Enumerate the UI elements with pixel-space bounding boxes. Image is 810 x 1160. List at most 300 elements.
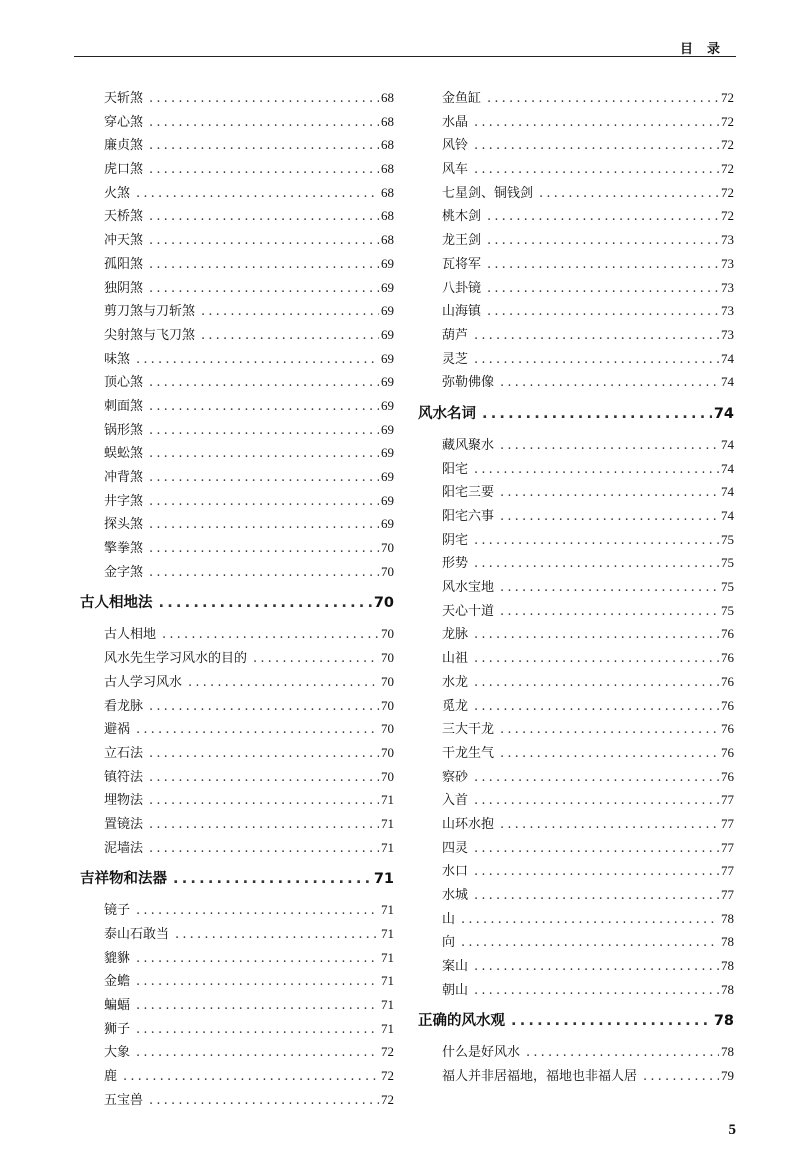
toc-entry-page: 76 xyxy=(721,768,734,784)
toc-entry-page: 72 xyxy=(721,113,734,129)
dot-leader xyxy=(474,979,719,1003)
toc-entry-label: 葫芦 xyxy=(442,327,469,343)
toc-entry-label: 水龙 xyxy=(442,674,469,690)
toc-entry-page: 70 xyxy=(381,697,394,713)
toc-entry-label: 灵芝 xyxy=(442,351,469,367)
toc-entry[interactable] xyxy=(418,347,734,371)
toc-entry-label: 干龙生气 xyxy=(442,745,495,761)
toc-entry-page: 78 xyxy=(721,958,734,974)
toc-entry-page: 68 xyxy=(381,161,394,177)
toc-entry[interactable] xyxy=(80,86,394,110)
dot-leader xyxy=(461,931,719,955)
toc-entry-page: 73 xyxy=(721,303,734,319)
dot-leader xyxy=(149,419,379,443)
toc-entry[interactable] xyxy=(80,670,394,694)
toc-right-column xyxy=(418,86,734,1088)
toc-entry-page: 69 xyxy=(381,350,394,366)
toc-entry-label: 阴宅 xyxy=(442,532,469,548)
dot-leader xyxy=(149,513,379,537)
toc-entry-page: 70 xyxy=(381,626,394,642)
toc-entry-page: 75 xyxy=(721,579,734,595)
toc-entry-page: 72 xyxy=(381,1068,394,1084)
dot-leader xyxy=(487,253,719,277)
toc-entry-label: 三大干龙 xyxy=(442,722,495,738)
toc-entry-label: 山环水抱 xyxy=(442,816,495,832)
toc-entry-label: 火煞 xyxy=(104,185,131,201)
toc-entry[interactable] xyxy=(418,252,734,276)
toc-entry-page: 74 xyxy=(721,460,734,476)
toc-entry[interactable] xyxy=(418,907,734,931)
toc-entry-label: 什么是好风水 xyxy=(442,1045,521,1061)
dot-leader xyxy=(149,371,379,395)
toc-section-heading[interactable] xyxy=(80,863,394,895)
toc-entry-label: 形势 xyxy=(442,556,469,572)
toc-entry[interactable] xyxy=(80,441,394,465)
dot-leader xyxy=(149,229,379,253)
toc-entry-page: 75 xyxy=(721,602,734,618)
toc-entry-page: 78 xyxy=(721,1044,734,1060)
dot-leader xyxy=(487,205,719,229)
toc-entry-label: 天桥煞 xyxy=(104,209,144,225)
toc-entry-label: 山 xyxy=(442,911,456,927)
dot-leader xyxy=(500,481,719,505)
toc-entry-label: 泥墙法 xyxy=(104,840,144,856)
toc-entry-label: 剪刀煞与刀斩煞 xyxy=(104,304,196,320)
dot-leader xyxy=(461,908,719,932)
toc-entry-label: 八卦镜 xyxy=(442,280,482,296)
toc-entry-label: 风车 xyxy=(442,162,469,178)
dot-leader xyxy=(149,134,379,158)
toc-entry-page: 74 xyxy=(713,405,734,422)
toc-entry-page: 76 xyxy=(721,744,734,760)
dot-leader xyxy=(474,458,719,482)
toc-entry-page: 76 xyxy=(721,697,734,713)
toc-entry-page: 69 xyxy=(381,421,394,437)
toc-entry-label: 水城 xyxy=(442,888,469,903)
toc-entry-page: 69 xyxy=(381,374,394,390)
dot-leader xyxy=(474,348,719,372)
dot-leader xyxy=(201,300,379,324)
toc-entry-page: 70 xyxy=(381,650,394,666)
toc-entry[interactable] xyxy=(418,480,734,504)
toc-entry-page: 78 xyxy=(713,1013,734,1030)
toc-entry-page: 79 xyxy=(721,1068,734,1084)
dot-leader xyxy=(526,1041,719,1065)
toc-entry[interactable] xyxy=(80,969,394,993)
toc-entry-page: 71 xyxy=(381,815,394,831)
running-header-title: 目录 xyxy=(679,42,734,57)
toc-entry-label: 风水先生学习风水的目的 xyxy=(104,651,248,667)
toc-entry-label: 古人相地 xyxy=(104,627,157,643)
dot-leader xyxy=(643,1065,719,1089)
toc-entry[interactable] xyxy=(418,1040,734,1064)
toc-entry-label: 立石法 xyxy=(104,745,144,761)
dot-leader xyxy=(539,182,719,206)
toc-entry-page: 68 xyxy=(381,90,394,105)
dot-leader xyxy=(149,766,379,790)
toc-entry-label: 四灵 xyxy=(442,840,469,856)
dot-leader xyxy=(474,111,719,135)
toc-entry[interactable] xyxy=(418,741,734,765)
dot-leader xyxy=(474,955,719,979)
toc-entry[interactable] xyxy=(80,110,394,134)
toc-entry[interactable] xyxy=(80,370,394,394)
toc-entry-page: 74 xyxy=(721,508,734,523)
toc-entry-label: 五宝兽 xyxy=(104,1092,144,1108)
toc-entry[interactable] xyxy=(418,954,734,978)
toc-entry-page: 77 xyxy=(721,792,734,808)
toc-entry-label: 山祖 xyxy=(442,651,469,667)
toc-entry-label: 瓦将军 xyxy=(442,256,482,272)
dot-leader xyxy=(175,923,379,947)
toc-entry[interactable] xyxy=(80,157,394,181)
toc-entry[interactable] xyxy=(80,993,394,1017)
toc-entry[interactable] xyxy=(80,922,394,946)
dot-leader xyxy=(149,466,379,490)
dot-leader xyxy=(149,442,379,466)
dot-leader xyxy=(188,671,379,695)
dot-leader xyxy=(136,970,379,994)
dot-leader xyxy=(500,434,719,458)
toc-entry-page: 78 xyxy=(721,934,734,950)
toc-entry-label: 入首 xyxy=(442,793,469,809)
toc-entry[interactable] xyxy=(80,1017,394,1041)
toc-entry[interactable] xyxy=(418,370,734,394)
toc-entry[interactable] xyxy=(80,560,394,584)
toc-entry[interactable] xyxy=(80,323,394,347)
toc-entry[interactable] xyxy=(80,252,394,276)
toc-entry-page: 74 xyxy=(721,374,734,390)
dot-leader xyxy=(149,1089,379,1113)
dot-leader xyxy=(500,371,719,395)
toc-entry-label: 锅形煞 xyxy=(104,422,144,438)
toc-entry-page: 70 xyxy=(381,540,394,556)
toc-entry-label: 古人学习风水 xyxy=(104,674,183,690)
toc-entry[interactable] xyxy=(80,181,394,205)
toc-entry-label: 桃木剑 xyxy=(442,209,482,225)
toc-entry-page: 71 xyxy=(381,839,394,855)
toc-entry-page: 69 xyxy=(381,516,394,532)
toc-entry-label: 貔貅 xyxy=(104,950,131,966)
toc-entry-page: 70 xyxy=(381,673,394,689)
toc-entry-label: 金鱼缸 xyxy=(442,91,482,106)
dot-leader xyxy=(500,813,719,837)
toc-entry-label: 镇符法 xyxy=(104,769,144,785)
toc-entry-label: 大象 xyxy=(104,1045,131,1061)
dot-leader xyxy=(159,587,372,619)
dot-leader xyxy=(482,398,712,430)
toc-entry[interactable] xyxy=(80,133,394,157)
toc-entry-label: 天心十道 xyxy=(442,603,495,619)
toc-entry-label: 鹿 xyxy=(104,1069,118,1085)
dot-leader xyxy=(149,277,379,301)
dot-leader xyxy=(474,695,719,719)
toc-entry[interactable] xyxy=(418,1064,734,1088)
toc-entry-page: 77 xyxy=(721,815,734,831)
toc-entry-page: 71 xyxy=(381,902,394,918)
toc-entry-label: 埋物法 xyxy=(104,793,144,809)
dot-leader xyxy=(149,111,379,135)
dot-leader xyxy=(474,884,719,908)
toc-section-heading[interactable] xyxy=(418,1005,734,1037)
toc-entry[interactable] xyxy=(80,1040,394,1064)
toc-entry-label: 风铃 xyxy=(442,138,469,154)
toc-entry-label: 狮子 xyxy=(104,1021,131,1037)
toc-entry[interactable] xyxy=(418,978,734,1002)
toc-entry-label: 镜子 xyxy=(104,903,131,919)
toc-entry-label: 擎拳煞 xyxy=(104,541,144,557)
toc-entry[interactable] xyxy=(418,859,734,883)
toc-entry-page: 69 xyxy=(381,469,394,484)
toc-entry-label: 藏风聚水 xyxy=(442,437,495,453)
toc-entry-page: 68 xyxy=(381,113,394,129)
toc-entry[interactable] xyxy=(418,133,734,157)
toc-entry[interactable] xyxy=(80,765,394,789)
toc-entry-label: 阳宅三要 xyxy=(442,485,495,501)
dot-leader xyxy=(149,742,379,766)
toc-entry-page: 75 xyxy=(721,555,734,571)
dot-leader xyxy=(474,766,719,790)
dot-leader xyxy=(500,576,719,600)
toc-entry[interactable] xyxy=(418,646,734,670)
toc-entry-page: 69 xyxy=(381,397,394,413)
dot-leader xyxy=(474,158,719,182)
toc-left-column xyxy=(80,86,394,1112)
dot-leader xyxy=(136,1018,379,1042)
toc-entry[interactable] xyxy=(418,788,734,812)
toc-entry-label: 案山 xyxy=(442,959,469,975)
dot-leader xyxy=(474,837,719,861)
toc-entry-page: 76 xyxy=(721,673,734,689)
dot-leader xyxy=(123,1065,379,1089)
toc-entry[interactable] xyxy=(80,347,394,371)
toc-section-heading[interactable] xyxy=(418,398,734,430)
dot-leader xyxy=(474,860,719,884)
toc-entry[interactable] xyxy=(418,551,734,575)
toc-entry-page: 69 xyxy=(381,279,394,295)
dot-leader xyxy=(474,789,719,813)
toc-entry-label: 顶心煞 xyxy=(104,375,144,391)
toc-entry-page: 76 xyxy=(721,721,734,737)
toc-entry-page: 73 xyxy=(721,232,734,248)
toc-entry-label: 风水宝地 xyxy=(442,580,495,596)
toc-entry[interactable] xyxy=(80,788,394,812)
toc-entry-label: 阳宅六事 xyxy=(442,509,495,524)
toc-entry-page: 75 xyxy=(721,531,734,547)
toc-entry-label: 七星剑、铜钱剑 xyxy=(442,185,534,201)
dot-leader xyxy=(162,623,379,647)
dot-leader xyxy=(253,647,379,671)
toc-entry[interactable] xyxy=(80,1088,394,1112)
toc-entry[interactable] xyxy=(418,86,734,110)
toc-entry[interactable] xyxy=(80,418,394,442)
toc-entry[interactable] xyxy=(418,181,734,205)
header-rule xyxy=(74,56,736,57)
dot-leader xyxy=(149,205,379,229)
toc-entry-label: 蜈蚣煞 xyxy=(104,446,144,462)
toc-entry-page: 68 xyxy=(381,137,394,153)
toc-entry-label: 味煞 xyxy=(104,351,131,367)
toc-entry-page: 69 xyxy=(381,303,394,319)
toc-entry[interactable] xyxy=(418,276,734,300)
toc-entry-page: 77 xyxy=(721,887,734,902)
toc-entry-label: 水晶 xyxy=(442,114,469,130)
dot-leader xyxy=(149,490,379,514)
toc-entry-page: 69 xyxy=(381,492,394,508)
toc-entry[interactable] xyxy=(418,765,734,789)
toc-entry-page: 76 xyxy=(721,650,734,666)
toc-entry[interactable] xyxy=(418,528,734,552)
toc-entry-page: 73 xyxy=(721,326,734,342)
toc-entry-page: 78 xyxy=(721,910,734,926)
toc-entry-label: 朝山 xyxy=(442,982,469,998)
dot-leader xyxy=(149,813,379,837)
toc-entry[interactable] xyxy=(418,836,734,860)
toc-entry-page: 70 xyxy=(381,768,394,784)
toc-entry-page: 71 xyxy=(381,926,394,941)
toc-entry[interactable] xyxy=(418,883,734,907)
toc-entry-page: 70 xyxy=(373,595,394,612)
toc-entry[interactable] xyxy=(80,694,394,718)
toc-entry-page: 69 xyxy=(381,445,394,461)
dot-leader xyxy=(474,134,719,158)
toc-entry-page: 76 xyxy=(721,626,734,642)
toc-entry-page: 72 xyxy=(721,208,734,224)
toc-entry-page: 71 xyxy=(381,973,394,989)
dot-leader xyxy=(136,994,379,1018)
dot-leader xyxy=(487,300,719,324)
toc-entry-page: 74 xyxy=(721,484,734,500)
toc-entry-page: 72 xyxy=(721,90,734,105)
toc-entry-label: 福人并非居福地，福地也非福人居 xyxy=(442,1069,638,1085)
toc-entry[interactable] xyxy=(418,504,734,528)
dot-leader xyxy=(149,87,379,111)
toc-entry[interactable] xyxy=(80,836,394,860)
dot-leader xyxy=(149,158,379,182)
toc-entry[interactable] xyxy=(418,110,734,134)
toc-entry-label: 冲天煞 xyxy=(104,233,144,249)
toc-entry[interactable] xyxy=(80,646,394,670)
toc-entry-page: 74 xyxy=(721,436,734,452)
toc-entry[interactable] xyxy=(418,930,734,954)
toc-entry[interactable] xyxy=(418,228,734,252)
toc-entry-label: 独阴煞 xyxy=(104,280,144,296)
dot-leader xyxy=(136,1041,379,1065)
toc-entry-page: 77 xyxy=(721,839,734,855)
toc-entry-page: 71 xyxy=(381,997,394,1013)
toc-entry[interactable] xyxy=(418,575,734,599)
toc-entry[interactable] xyxy=(418,457,734,481)
toc-entry[interactable] xyxy=(80,622,394,646)
toc-section-heading[interactable] xyxy=(80,587,394,619)
toc-entry-label: 正确的风水观 xyxy=(418,1013,505,1030)
toc-entry-page: 72 xyxy=(381,1044,394,1060)
dot-leader xyxy=(500,718,719,742)
toc-entry[interactable] xyxy=(80,1064,394,1088)
toc-entry-label: 金蟾 xyxy=(104,974,131,990)
toc-entry-page: 73 xyxy=(721,255,734,271)
toc-entry-page: 68 xyxy=(381,208,394,224)
toc-entry-page: 71 xyxy=(381,1020,394,1036)
toc-entry-label: 冲背煞 xyxy=(104,470,144,485)
toc-entry[interactable] xyxy=(80,228,394,252)
toc-entry[interactable] xyxy=(418,694,734,718)
toc-entry[interactable] xyxy=(80,898,394,922)
toc-entry[interactable] xyxy=(418,299,734,323)
dot-leader xyxy=(149,561,379,585)
toc-entry-label: 虎口煞 xyxy=(104,162,144,178)
toc-entry-page: 70 xyxy=(381,563,394,579)
toc-entry-label: 泰山石敢当 xyxy=(104,927,170,942)
toc-entry-label: 天斩煞 xyxy=(104,91,144,106)
dot-leader xyxy=(500,600,719,624)
toc-entry[interactable] xyxy=(418,157,734,181)
toc-entry-page: 70 xyxy=(381,721,394,737)
toc-entry[interactable] xyxy=(80,394,394,418)
dot-leader xyxy=(500,505,719,529)
dot-leader xyxy=(136,899,379,923)
toc-entry[interactable] xyxy=(418,812,734,836)
toc-entry[interactable] xyxy=(80,812,394,836)
toc-entry[interactable] xyxy=(418,717,734,741)
toc-entry[interactable] xyxy=(80,717,394,741)
toc-entry-page: 78 xyxy=(721,981,734,997)
toc-entry-page: 70 xyxy=(381,744,394,760)
toc-entry[interactable] xyxy=(80,489,394,513)
dot-leader xyxy=(474,529,719,553)
toc-entry[interactable] xyxy=(80,741,394,765)
toc-entry-label: 水口 xyxy=(442,864,469,880)
toc-entry-label: 尖射煞与飞刀煞 xyxy=(104,327,196,343)
toc-entry[interactable] xyxy=(418,204,734,228)
dot-leader xyxy=(149,789,379,813)
toc-entry-label: 金字煞 xyxy=(104,564,144,580)
toc-entry[interactable] xyxy=(80,946,394,970)
toc-entry[interactable] xyxy=(80,204,394,228)
dot-leader xyxy=(136,947,379,971)
dot-leader xyxy=(487,87,719,111)
toc-entry[interactable] xyxy=(418,433,734,457)
toc-entry[interactable] xyxy=(418,599,734,623)
dot-leader xyxy=(173,863,372,895)
toc-entry[interactable] xyxy=(418,622,734,646)
toc-entry[interactable] xyxy=(80,276,394,300)
toc-entry[interactable] xyxy=(80,299,394,323)
toc-entry[interactable] xyxy=(80,465,394,489)
toc-entry-page: 77 xyxy=(721,863,734,879)
dot-leader xyxy=(474,671,719,695)
dot-leader xyxy=(149,537,379,561)
toc-entry-label: 孤阳煞 xyxy=(104,256,144,272)
dot-leader xyxy=(149,837,379,861)
toc-entry-label: 穿心煞 xyxy=(104,114,144,130)
dot-leader xyxy=(474,647,719,671)
toc-entry-label: 阳宅 xyxy=(442,461,469,477)
toc-entry[interactable] xyxy=(80,536,394,560)
toc-entry[interactable] xyxy=(80,512,394,536)
toc-entry[interactable] xyxy=(418,323,734,347)
toc-entry-page: 72 xyxy=(721,137,734,153)
toc-entry[interactable] xyxy=(418,670,734,694)
toc-entry-label: 龙王剑 xyxy=(442,233,482,249)
toc-entry-label: 察砂 xyxy=(442,769,469,785)
toc-entry-page: 72 xyxy=(721,161,734,177)
toc-entry-page: 72 xyxy=(381,1091,394,1107)
toc-entry-label: 蝙蝠 xyxy=(104,998,131,1014)
dot-leader xyxy=(474,324,719,348)
toc-entry-label: 刺面煞 xyxy=(104,398,144,414)
toc-entry-page: 71 xyxy=(381,792,394,808)
